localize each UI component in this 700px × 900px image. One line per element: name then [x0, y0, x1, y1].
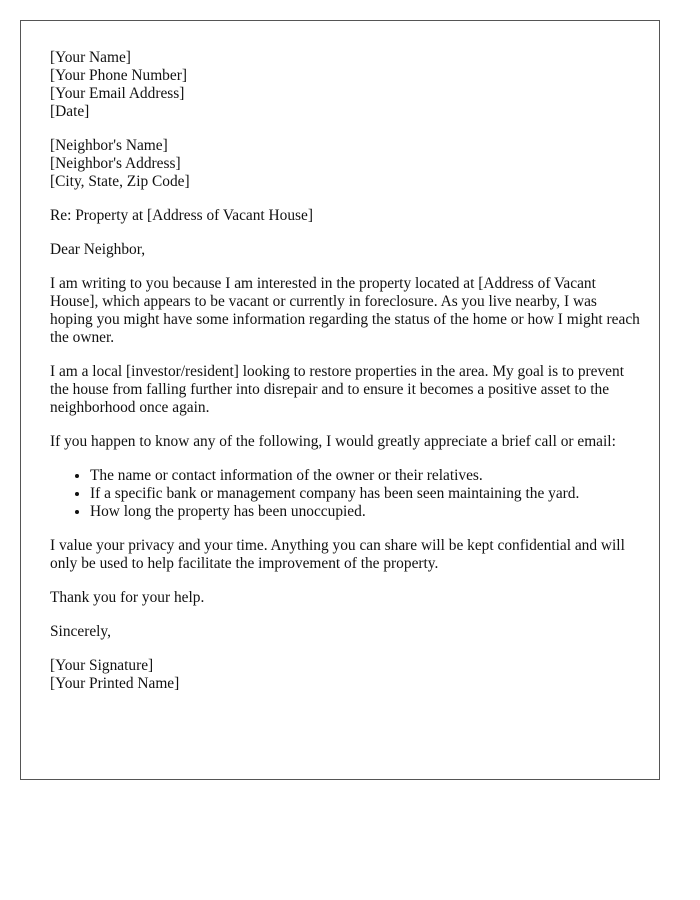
list-item: • How long the property has been unoccupied. — [90, 503, 640, 521]
signature-block — [50, 657, 640, 693]
letter-content — [50, 49, 640, 709]
sender-name: [Your Name] — [50, 49, 131, 66]
recipient-name: [Neighbor's Name] — [50, 137, 168, 154]
list-item: • If a specific bank or management company has been seen maintaining the yard. — [90, 485, 640, 503]
closing-paragraph: I value your privacy and your time. Anything you can share will be kept confidential and will only be used to help facilitate the improvement of the property. — [50, 537, 625, 572]
sender-block — [50, 49, 640, 121]
recipient-block — [50, 137, 640, 191]
letter-page — [20, 20, 660, 780]
sender-email: [Your Email Address] — [50, 85, 185, 102]
body-paragraph: I am writing to you because I am interested in the property located at [Address of Vacant House], which appears to be vacant or currently in foreclosure. As you live nearby, I was hoping you might have some information regarding the status of the home or how I might reach the owner. — [50, 275, 640, 346]
list-item: • The name or contact information of the owner or their relatives. — [90, 467, 640, 485]
salutation: Dear Neighbor, — [50, 241, 146, 258]
subject-line: Re: Property at [Address of Vacant House] — [50, 207, 313, 224]
closing-line: Sincerely, — [50, 623, 111, 640]
signature-placeholder: [Your Signature] — [50, 657, 154, 674]
body-paragraph: I am a local [investor/resident] looking to restore properties in the area. My goal is to prevent the house from falling further into disrepair and to ensure it becomes a positive asset to the neighborhood once again. — [50, 363, 624, 416]
printed-name: [Your Printed Name] — [50, 675, 180, 692]
sender-phone: [Your Phone Number] — [50, 67, 187, 84]
body-paragraph: If you happen to know any of the following, I would greatly appreciate a brief call or email: — [50, 433, 616, 450]
thanks-line: Thank you for your help. — [50, 589, 205, 606]
letter-date: [Date] — [50, 103, 90, 120]
recipient-address: [Neighbor's Address] — [50, 155, 181, 172]
recipient-city-state-zip: [City, State, Zip Code] — [50, 173, 190, 190]
info-list — [50, 467, 640, 521]
